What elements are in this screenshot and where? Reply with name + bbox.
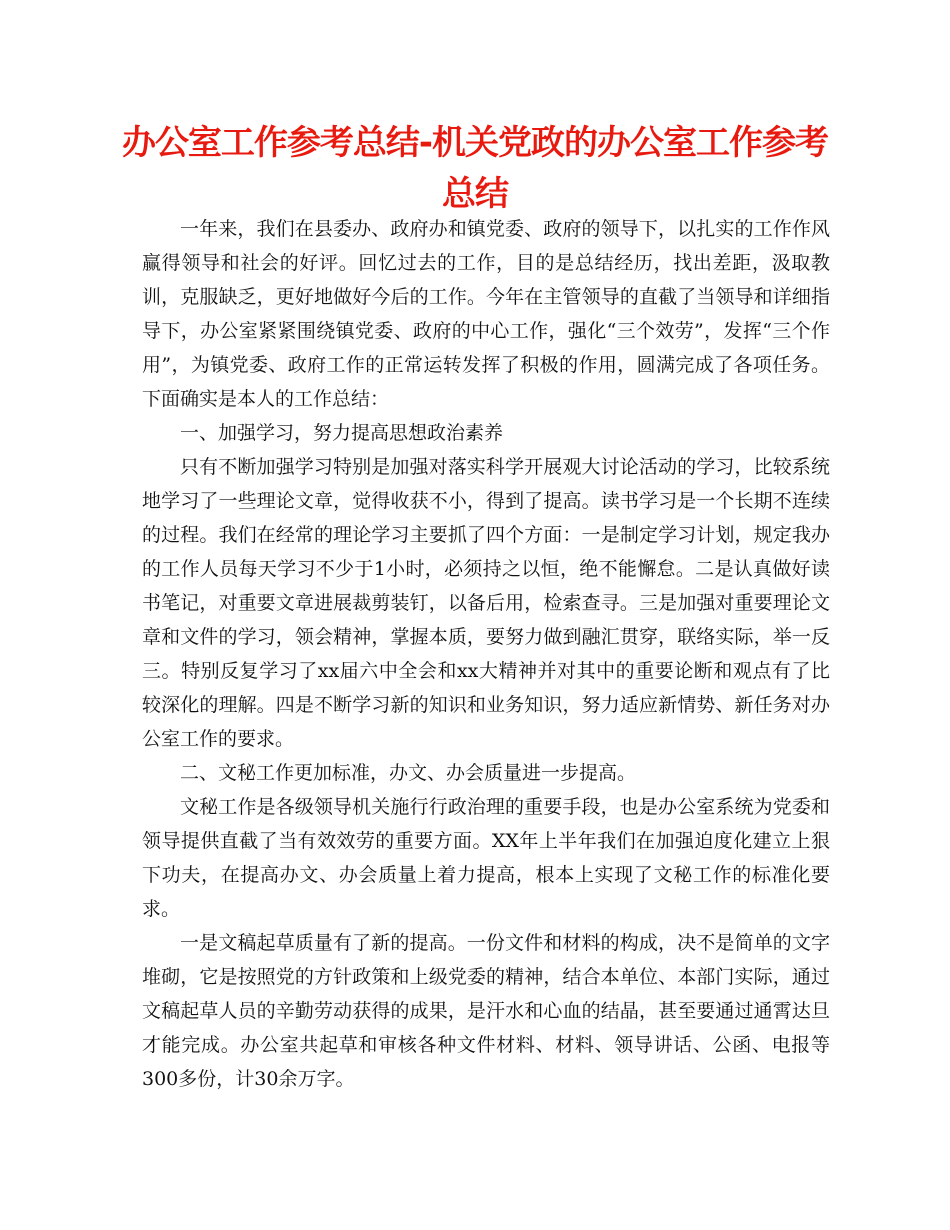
section-heading-2: 二、文秘工作更加标准，办文、办会质量进一步提高。: [180, 762, 637, 784]
paragraph-study: 只有不断加强学习特别是加强对落实科学开展观大讨论活动的学习，比较系统地学习了一些理论文章，觉得收获不小，得到了提高。读书学习是一个长期不连续的过程。我们在经常的理论学习主要抓了四个方面：一是制定学习计划，规定我办的工作人员每天学习不少于1小时，必须持之以恒，绝不能懈怠。二是认真做好读书笔记，对重要文章进展裁剪装钉，以备后用，检索查寻。三是加强对重要理论文章和文件的学习，领会精神，掌握本质，要努力做到融汇贯穿，联络实际，举一反三。特别反复学习了xx届六中全会和xx大精神并对其中的重要论断和观点有了比较深化的理解。四是不断学习新的知识和业务知识，努力适应新情势、新任务对办公室工作的要求。: [142, 456, 830, 750]
paragraph-intro: 一年来，我们在县委办、政府办和镇党委、政府的领导下，以扎实的工作作风赢得领导和社会的好评。回忆过去的工作，目的是总结经历，找出差距，汲取教训，克服缺乏，更好地做好今后的工作。今年在主管领导的直截了当领导和详细指导下，办公室紧紧围绕镇党委、政府的中心工作，强化“三个效劳”，发挥“三个作用”，为镇党委、政府工作的正常运转发挥了积极的作用，圆满完成了各项任务。下面确实是本人的工作总结：: [142, 218, 830, 410]
document-title: 办公室工作参考总结-机关党政的办公室工作参考总结: [121, 123, 829, 214]
paragraph-drafting: 一是文稿起草质量有了新的提高。一份文件和材料的构成，决不是简单的文字堆砌，它是按照党的方针政策和上级党委的精神，结合本单位、本部门实际，通过文稿起草人员的辛勤劳动获得的成果，是汗水和心血的结晶，甚至要通过通霄达旦才能完成。办公室共起草和审核各种文件材料、材料、领导讲话、公函、电报等300多份，计30余万字。: [142, 932, 830, 1090]
section-heading-1: 一、加强学习，努力提高思想政治素养: [180, 422, 504, 444]
document-body: [142, 212, 830, 1096]
paragraph-secretarial: 文秘工作是各级领导机关施行行政治理的重要手段，也是办公室系统为党委和领导提供直截了当有效效劳的重要方面。XX年上半年我们在加强迫度化建立上狠下功夫，在提高办文、办会质量上着力提高，根本上实现了文秘工作的标准化要求。: [142, 796, 830, 920]
